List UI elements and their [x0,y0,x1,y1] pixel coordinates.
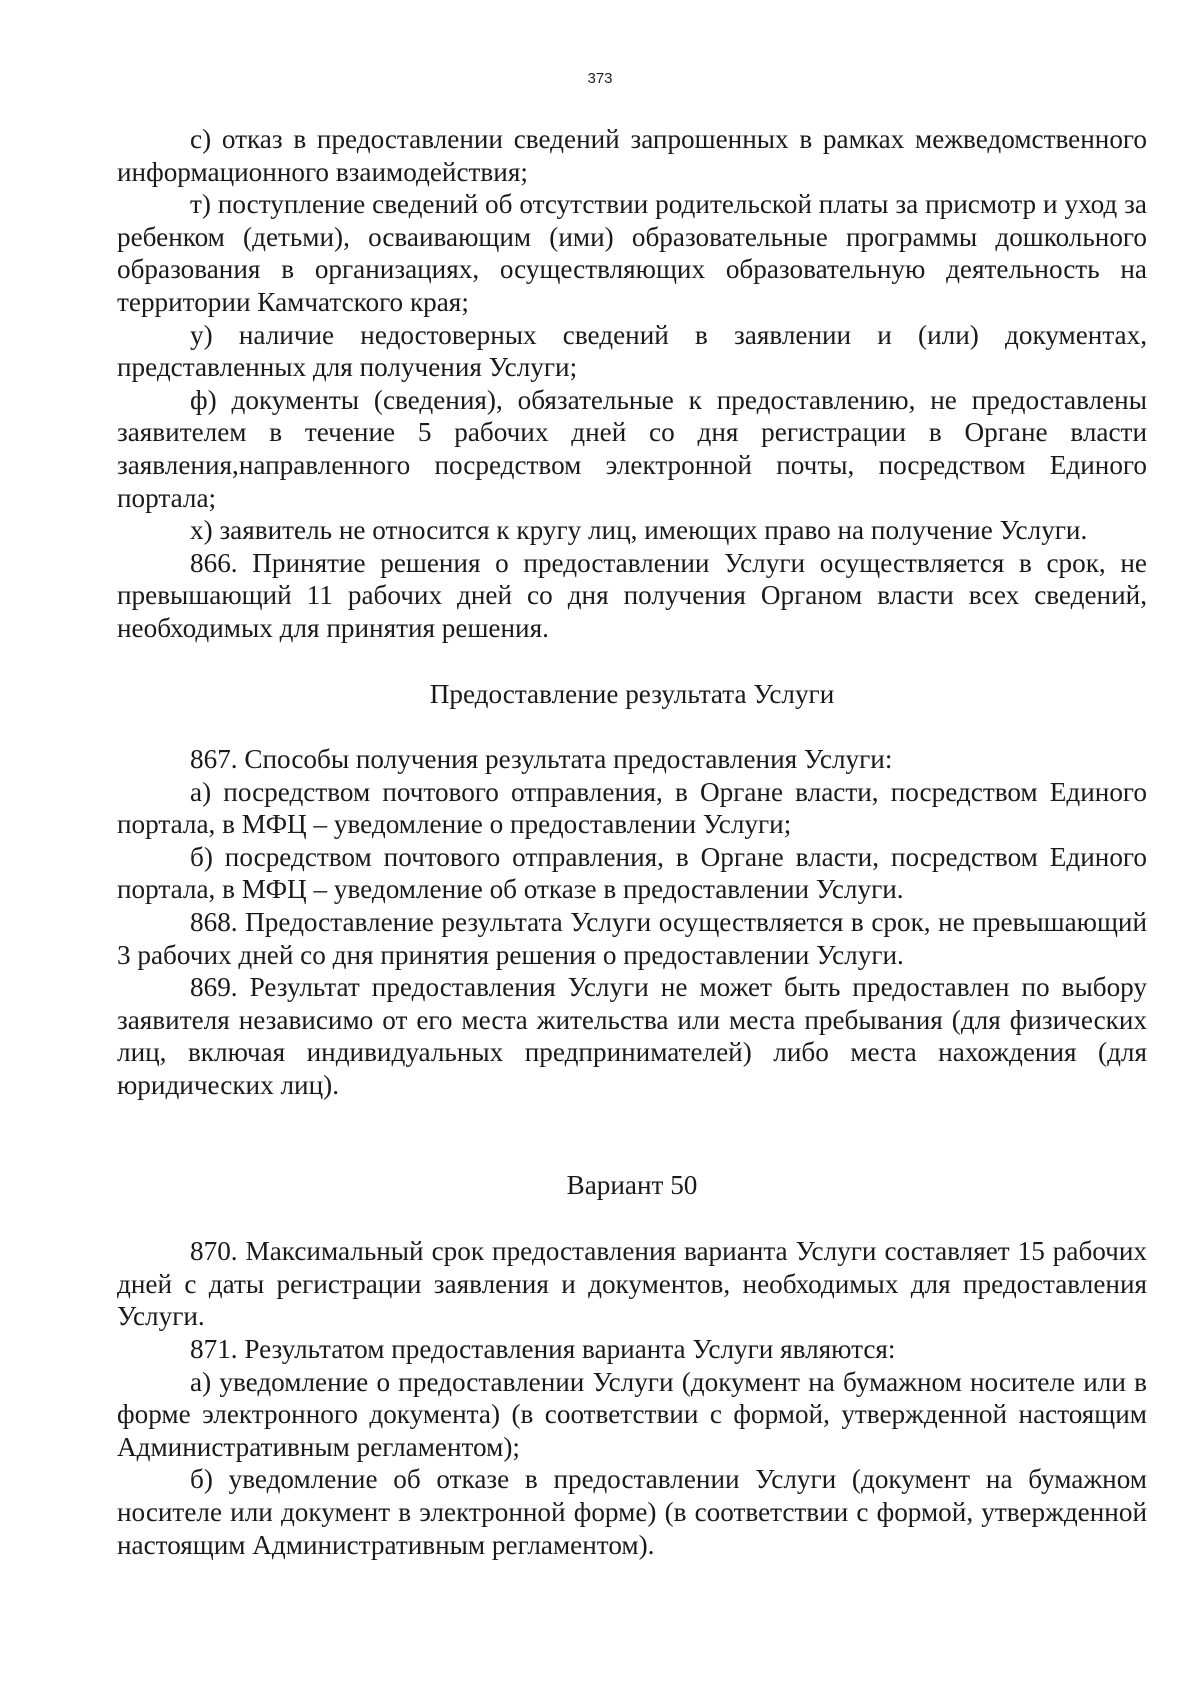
clause-867-a: а) посредством почтового отправления, в Органе власти, посредством Единого портала, в МФЦ – уведомление о предоставлении Услуги; [117,776,1147,840]
clause-869: 869. Результат предоставления Услуги не может быть предоставлен по выбору заявителя независимо от его места жительства или места пребывания (для физических лиц, включая индивидуальных предпринимателей) либо места нахождения (для юридических лиц). [117,972,1147,1101]
clause-871-b: б) уведомление об отказе в предоставлении Услуги (документ на бумажном носителе или документ в электронной форме) (в соответствии с формой, утвержденной настоящим Административным регламентом). [117,1464,1147,1560]
section-spacer [117,1201,1147,1235]
section-spacer [117,710,1147,743]
item-kh: х) заявитель не относится к кругу лиц, имеющих право на получение Услуги. [190,515,1088,546]
section-heading-variant: Вариант 50 [566,1169,698,1200]
clause-867: 867. Способы получения результата предоставления Услуги: [190,744,893,775]
item-f: ф) документы (сведения), обязательные к предоставлению, не предоставлены заявителем в течение 5 рабочих дней со дня регистрации в Органе власти заявления,направленного посредством электронной почты, посредством Единого портала; [117,384,1147,513]
document-body [117,123,1147,1561]
item-t: т) поступление сведений об отсутствии родительской платы за присмотр и уход за ребенком (детьми), осваивающим (ими) образовательные программы дошкольного образования в организациях, осуществляющих образовательную деятельность на территории Камчатского края; [117,189,1147,317]
item-s: с) отказ в предоставлении сведений запрошенных в рамках межведомственного информационного взаимодействия; [117,124,1147,187]
clause-866: 866. Принятие решения о предоставлении Услуги осуществляется в срок, не превышающий 11 рабочих дней со дня получения Органом власти всех сведений, необходимых для принятия решения. [117,547,1147,643]
clause-871-a: а) уведомление о предоставлении Услуги (документ на бумажном носителе или в форме электронного документа) (в соответствии с формой, утвержденной настоящим Административным регламентом); [117,1366,1147,1462]
clause-871: 871. Результатом предоставления варианта Услуги являются: [190,1334,896,1364]
section-spacer [117,645,1147,678]
page-number: 373 [587,70,613,87]
clause-867-b: б) посредством почтового отправления, в Органе власти, посредством Единого портала, в МФЦ – уведомление об отказе в предоставлении Услуги. [117,841,1147,905]
clause-870: 870. Максимальный срок предоставления варианта Услуги составляет 15 рабочих дней с даты регистрации заявления и документов, необходимых для предоставления Услуги. [117,1236,1147,1332]
item-u: у) наличие недостоверных сведений в заявлении и (или) документах, представленных для получения Услуги; [117,319,1147,383]
section-heading-result: Предоставление результата Услуги [429,678,835,709]
clause-868: 868. Предоставление результата Услуги осуществляется в срок, не превышающий 3 рабочих дней со дня принятия решения о предоставлении Услуги. [117,907,1147,970]
section-spacer [117,1102,1147,1169]
